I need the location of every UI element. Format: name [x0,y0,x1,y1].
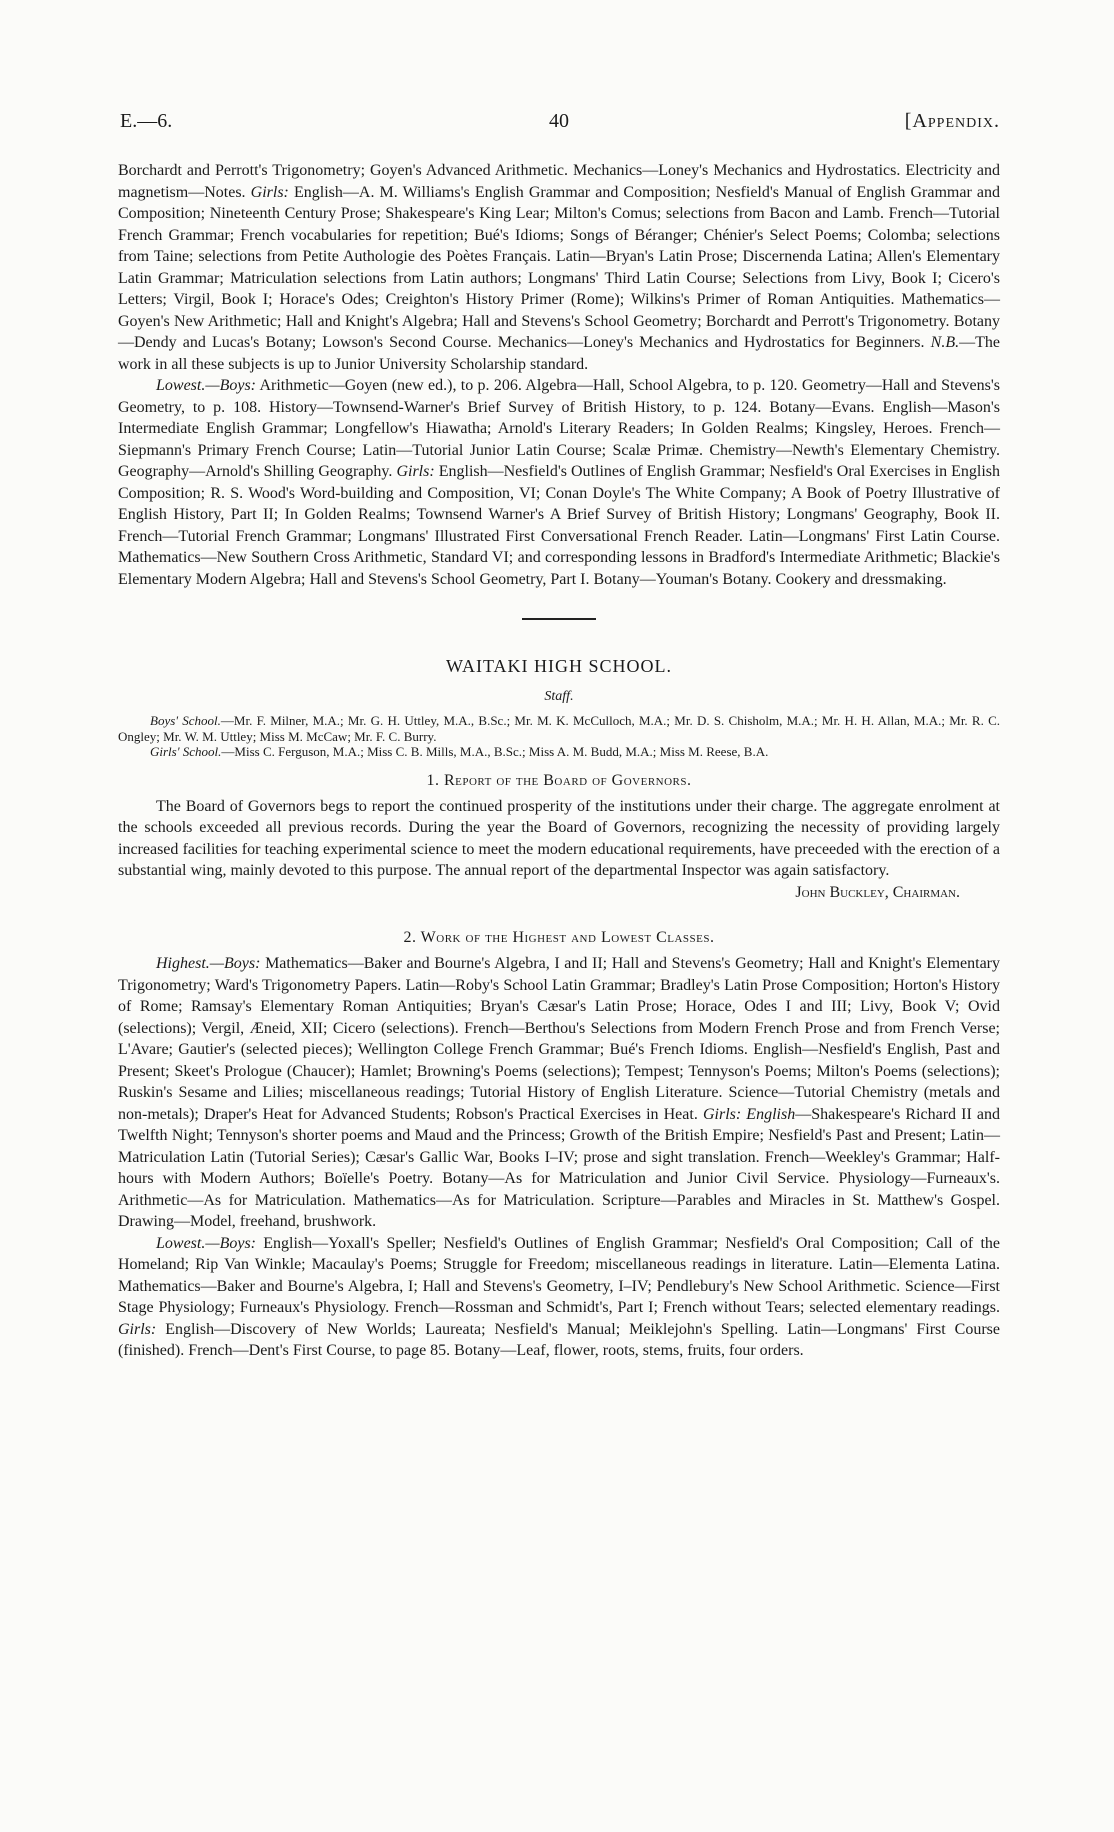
page-number: 40 [549,110,569,132]
boys-staff: Boys' School.—Mr. F. Milner, M.A.; Mr. G. H. Uttley, M.A., B.Sc.; Mr. M. K. McCulloch, M.A.; Mr. D. S. Chisholm, M.A.; Mr. H. H. Allan, M.A.; Mr. R. C. Ongley; Mr. W. M. Uttley; Miss M. McCaw; Mr. F. C. Burry. [118,713,1000,744]
intro-paragraph-1: Borchardt and Perrott's Trigonometry; Goyen's Advanced Arithmetic. Mechanics—Loney's Mechanics and Hydrostatics. Electricity and magnetism—Notes. Girls: English—A. M. Williams's English Grammar and Composition; Nesfield's Manual of English Grammar and Composition; Nineteenth Century Prose; Shakespeare's King Lear; Milton's Comus; selections from Bacon and Lamb. French—Tutorial French Grammar; French vocabularies for repetition; Bué's Idioms; Songs of Béranger; Chénier's Select Poems; Colomba; selections from Taine; selections from Petite Authologie des Poètes Français. Latin—Bryan's Latin Prose; Discernenda Latina; Allen's Elementary Latin Grammar; Matriculation selections from Latin authors; Longmans' Third Latin Course; Selections from Livy, Book I; Cicero's Letters; Virgil, Book I; Horace's Odes; Creighton's History Primer (Rome); Wilkins's Primer of Roman Antiquities. Mathematics—Goyen's New Arithmetic; Hall and Knight's Algebra; Hall and Stevens's School Geometry; Borchardt and Perrott's Trigonometry. Botany—Dendy and Lucas's Botany; Lowson's Second Course. Mechanics—Loney's Mechanics and Hydrostatics for Beginners. N.B.—The work in all these subjects is up to Junior University Scholarship standard. [118,162,1001,373]
highest-paragraph: Highest.—Boys: Mathematics—Baker and Bourne's Algebra, I and II; Hall and Stevens's Geometry; Hall and Knight's Elementary Trigonometry; Ward's Trigonometry Papers. Latin—Roby's School Latin Grammar; Bradley's Latin Prose Composition; Horton's History of Rome; Ramsay's Elementary Roman Antiquities; Bryan's Cæsar's Latin Prose; Horace, Odes I and III; Livy, Book V; Ovid (selections); Vergil, Æneid, XII; Cicero (selections). French—Berthou's Selections from Modern French Prose and from French Verse; L'Avare; Gautier's (selected pieces); Wellington College French Grammar; Bué's French Idioms. English—Nesfield's English, Past and Present; Skeet's Prologue (Chaucer); Hamlet; Browning's Poems (selections); Tempest; Tennyson's Poems; Milton's Poems (selections); Ruskin's Sesame and Lilies; miscellaneous readings; Tutorial History of English Literature. Science—Tutorial Chemistry (metals and non-metals); Draper's Heat for Advanced Students; Robson's Practical Exercises in Heat. Girls: English—Shakespeare's Richard II and Twelfth Night; Tennyson's shorter poems and Maud and the Princess; Growth of the British Empire; Nesfield's Past and Present; Latin—Matriculation Latin (Tutorial Series); Cæsar's Gallic War, Books I–IV; prose and sight translation. French—Weekley's Grammar; Half-hours with Modern Authors; Boïelle's Poetry. Botany—As for Matriculation and Junior Civil Service. Physiology—Furneaux's. Arithmetic—As for Matriculation. Mathematics—As for Matriculation. Scripture—Parables and Miracles in St. Matthew's Gospel. Drawing—Model, freehand, brushwork. [118,955,1001,1230]
work-heading: 2. Work of the Highest and Lowest Classes. [403,929,715,946]
page-header [118,110,1000,140]
intro-paragraph-2: Lowest.—Boys: Arithmetic—Goyen (new ed.), to p. 206. Algebra—Hall, School Algebra, to p. 120. Geometry—Hall and Stevens's Geometry, to p. 108. History—Townsend-Warner's Brief Survey of British History, to p. 124. Botany—Evans. English—Mason's Intermediate English Grammar; Longfellow's Hiawatha; Arnold's Literary Readers; In Golden Realms; Kingsley, Heroes. French—Siepmann's Primary French Course; Latin—Tutorial Junior Latin Course; Scalæ Primæ. Chemistry—Newth's Elementary Chemistry. Geography—Arnold's Shilling Geography. Girls: English—Nesfield's Outlines of English Grammar; Nesfield's Oral Exercises in English Composition; R. S. Wood's Word-building and Composition, VI; Conan Doyle's The White Company; A Book of Poetry Illustrative of English History, Part II; In Golden Realms; Townsend Warner's A Brief Survey of British History; Longmans' Geography, Book II. French—Tutorial French Grammar; Longmans' Illustrated First Conversational French Reader. Latin—Longmans' First Latin Course. Mathematics—New Southern Cross Arithmetic, Standard VI; and corresponding lessons in Bradford's Intermediate Arithmetic; Blackie's Elementary Modern Algebra; Hall and Stevens's School Geometry, Part I. Botany—Youman's Botany. Cookery and dressmaking. [118,377,1001,588]
report-signature: John Buckley, Chairman. [795,883,960,901]
header-left: E.—6. [120,110,173,132]
girls-staff: Girls' School.—Miss C. Ferguson, M.A.; Miss C. B. Mills, M.A., B.Sc.; Miss A. M. Budd, M.A.; Miss M. Reese, B.A. [150,744,769,759]
staff-title: Staff. [544,689,574,704]
section-divider [522,618,596,620]
school-title: WAITAKI HIGH SCHOOL. [445,656,673,676]
staff-list [118,713,1000,760]
header-right: [Appendix. [904,110,1000,132]
document-page [118,110,1000,1362]
intro-section [118,160,1000,590]
report-heading: 1. Report of the Board of Governors. [426,771,692,789]
report-body: The Board of Governors begs to report the continued prosperity of the institutions under their charge. The aggregate enrolment at the schools exceeded all previous records. During the year the Board of Governors, recognizing the necessity of providing largely increased facilities for teaching experimental science to meet the modern educational requirements, have preceeded with the erection of a substantial wing, mainly devoted to this purpose. The annual report of the departmental Inspector was again satisfactory. John Buckley, Chairman. [118,796,1000,882]
lowest-paragraph: Lowest.—Boys: English—Yoxall's Speller; Nesfield's Outlines of English Grammar; Nesfield's Oral Composition; Call of the Homeland; Rip Van Winkle; Macaulay's Poems; Struggle for Freedom; miscellaneous readings in literature. Latin—Elementa Latina. Mathematics—Baker and Bourne's Algebra, I; Hall and Stevens's Geometry, I–IV; Pendlebury's New School Arithmetic. Science—First Stage Physiology; Furneaux's Physiology. French—Rossman and Schmidt's, Part I; French without Tears; selected elementary readings. Girls: English—Discovery of New Worlds; Laureata; Nesfield's Manual; Meiklejohn's Spelling. Latin—Longmans' First Course (finished). French—Dent's First Course, to page 85. Botany—Leaf, flower, roots, stems, fruits, four orders. [118,1234,1001,1359]
